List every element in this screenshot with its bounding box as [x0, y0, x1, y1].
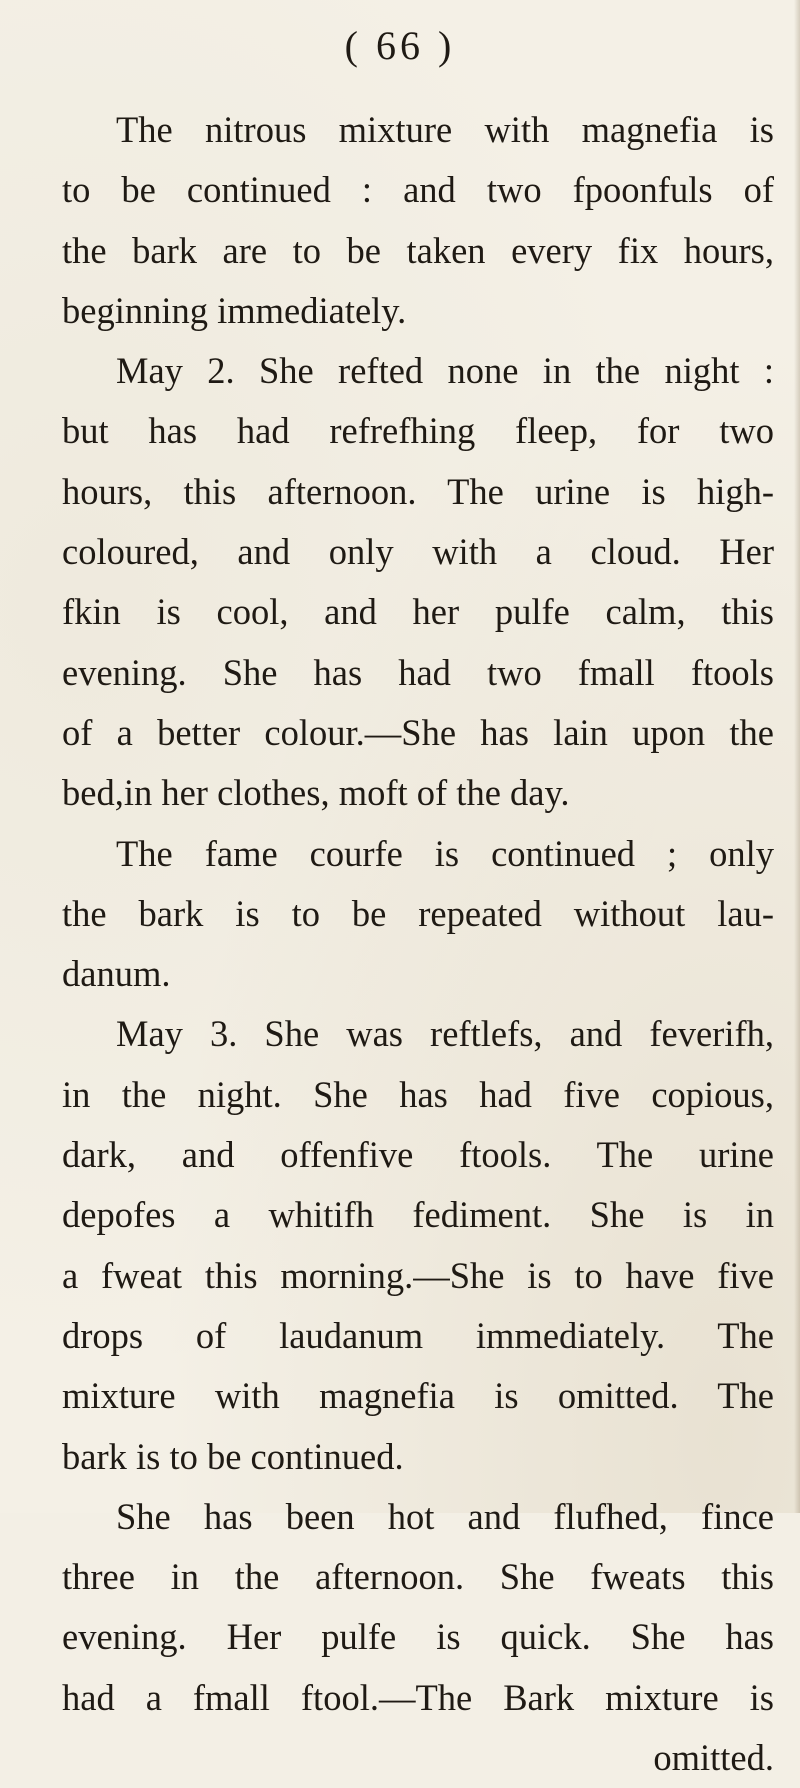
page-edge-shadow	[794, 0, 800, 1513]
text-line: The nitrous mixture with magnefia is	[116, 109, 774, 150]
text-line: evening. She has had two fmall ftools	[62, 651, 774, 693]
catchword-line: omitted.	[653, 1737, 774, 1779]
body-text	[62, 100, 774, 1788]
text-line: to be continued : and two fpoonfuls of	[62, 169, 774, 211]
text-line: three in the afternoon. She fweats this	[62, 1556, 774, 1598]
text-line: danum.	[62, 953, 171, 995]
text-line: coloured, and only with a cloud. Her	[62, 531, 774, 573]
text-line: dark, and offenfive ftools. The urine	[62, 1134, 774, 1176]
text-line: in the night. She has had five copious,	[62, 1073, 774, 1115]
text-line: a fweat this morning.—She is to have five	[62, 1254, 774, 1296]
text-line: but has had refrefhing fleep, for two	[62, 410, 774, 452]
text-line: beginning immediately.	[62, 289, 407, 331]
text-line: evening. Her pulfe is quick. She has	[62, 1616, 774, 1658]
text-line: The fame courfe is continued ; only	[116, 832, 774, 874]
text-line: mixture with magnefia is omitted. The	[62, 1375, 774, 1417]
text-line: bed,in her clothes, moft of the day.	[62, 772, 570, 814]
text-line: fkin is cool, and her pulfe calm, this	[62, 591, 774, 633]
text-line: of a better colour.—She has lain upon the	[62, 711, 774, 753]
text-line: May 2. She refted none in the night :	[116, 350, 774, 392]
text-line: depofes a whitifh fediment. She is in	[62, 1194, 774, 1236]
page-number: ( 66 )	[344, 23, 456, 68]
text-line: the bark is to be repeated without lau-	[62, 892, 774, 934]
text-line: May 3. She was reftlefs, and feverifh,	[116, 1013, 774, 1055]
text-line: had a fmall ftool.—The Bark mixture is	[62, 1676, 774, 1718]
text-line: drops of laudanum immediately. The	[62, 1314, 774, 1356]
text-line: hours, this afternoon. The urine is high-	[62, 470, 774, 512]
text-line: She has been hot and flufhed, fince	[116, 1495, 774, 1537]
text-line: the bark are to be taken every fix hours,	[62, 229, 774, 271]
text-line: bark is to be continued.	[62, 1435, 404, 1477]
